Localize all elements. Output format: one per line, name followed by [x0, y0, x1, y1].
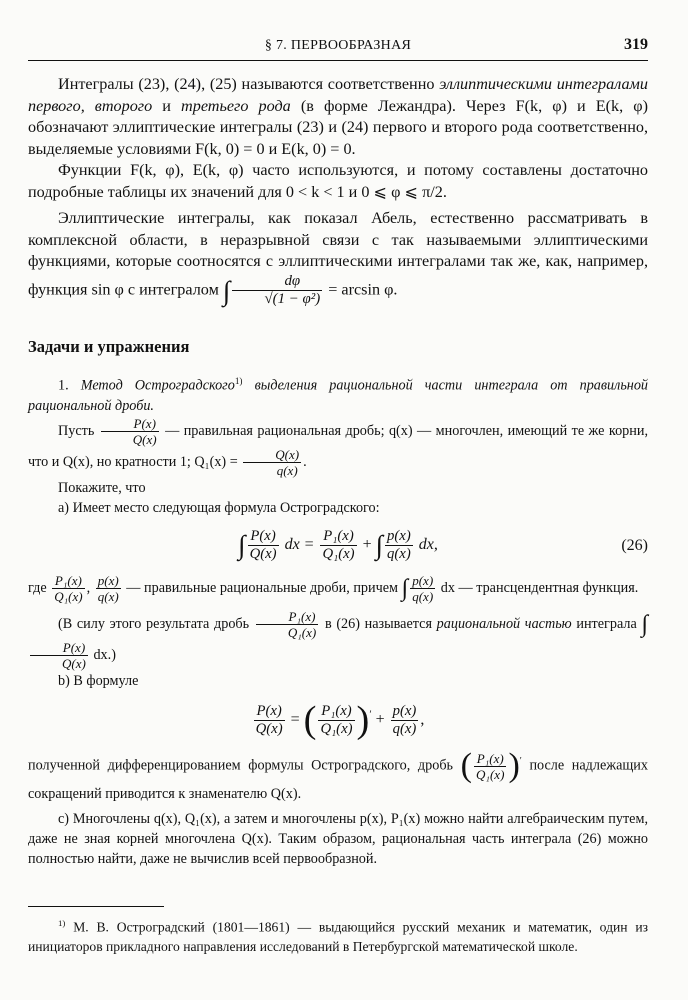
main-text: [28, 74, 648, 869]
part-b-label: b) В формуле: [58, 673, 139, 690]
footnote-mark: 1): [234, 376, 243, 387]
rational-part-note: (В силу этого результата дробь $\frac{\text{P₁(x)}}{\text{Q₁(x)}}$ в (26) называется рациональной частью интеграла ∫ $\frac{P(x)}{Q(x)}$ dx.): [28, 609, 648, 671]
task-1-setup: Пусть $\frac{P(x)}{Q(x)}$ — правильная рациональная дробь; q(x) — многочлен, имеющий те же корни, что и Q(x), но кратности 1; Q₁(x) = $\frac{Q(x)}{q(x)}$ .: [28, 416, 648, 479]
footnote: $^{1)}$ М. В. Остроградский (1801—1861) — выдающийся русский механик и математик, один из инициаторов прикладного направления исследований в Петербургской математической школе.: [28, 918, 649, 954]
show-that: Покажите, что: [58, 480, 146, 497]
fraction-dphi: $\frac{d\varphi}{\text{√(1 − φ²)}}$: [232, 273, 322, 308]
footnote-rule: [28, 906, 164, 907]
paragraph-abel: Эллиптические интегралы, как показал Абель, естественно рассматривать в комплексной области, в неразрывной связи с так называемыми эллиптическими функциями, которые соотносятся с эллиптическими интегралами так же, как, например, функция sin φ с интегралом ∫ $\frac{d\varphi}{\text{√(1 − φ²)}}$ = arcsin φ.: [28, 209, 648, 307]
integral-sign: ∫: [222, 274, 231, 306]
paragraph-tables: Функции F(k, φ), E(k, φ) часто используются, и потому составлены достаточно подробные таблицы их значений для 0 < k < 1 и 0 ⩽ φ ⩽ π/2.: [28, 161, 648, 201]
section-title-header: § 7. ПЕРВООБРАЗНАЯ: [264, 38, 412, 53]
formula-26: ∫ $\frac{P(x)}{Q(x)}$ dx = $\frac{\text{P₁(x)}}{\text{Q₁(x)}}$ + ∫ $\frac{p(x)}{q(x)}$ dx, (26): [238, 528, 648, 562]
part-b-conclusion: полученной дифференцированием формулы Остроградского, дробь ( $\frac{\text{P₁(x)}}{\text{Q₁(x)}}$ )′ после надлежащих сокращений приводится к знаменателю Q(x).: [28, 747, 648, 802]
equation-number-26: (26): [621, 536, 648, 554]
formula-derivative: $\frac{P(x)}{Q(x)}$ = ( $\frac{\text{P₁(x)}}{\text{Q₁(x)}}$ )′ + $\frac{p(x)}{q(x)}$ ,: [255, 699, 425, 742]
task-1: [28, 371, 648, 868]
exercises-heading: Задачи и упражнения: [28, 336, 190, 356]
task-1-title: 1. Метод Остроградского$^{1)}$ выделения рациональной части интеграла от правильной рациональной дроби.: [28, 376, 649, 415]
where-clause: где $\frac{\text{P₁(x)}}{\text{Q₁(x)}}$ , $\frac{p(x)}{q(x)}$ — правильные рациональные дроби, причем ∫ $\frac{p(x)}{q(x)}$ dx — трансцендентная функция.: [28, 572, 639, 604]
part-a-label: a) Имеет место следующая формула Остроградского:: [58, 500, 380, 517]
paragraph-elliptic-definition: Интегралы (23), (24), (25) называются соответственно эллиптическими интегралами первого, второго и третьего рода (в форме Лежандра). Через F(k, φ) и E(k, φ) обозначают эллиптические интегралы (23) и (24) первого и второго рода соответственно, выделяемые условиями F(k, 0) = 0 и E(k, 0) = 0.: [28, 75, 648, 158]
page-number: 319: [624, 36, 648, 53]
running-header: [28, 36, 648, 61]
part-c: c) Многочлены q(x), Q₁(x), а затем и многочлены p(x), P₁(x) можно найти алгебраическим путем, даже не зная корней многочлена Q(x). Таким образом, рациональная часть интеграла (26) можно полностью найти, даже не вычислив всей первообразной.: [28, 810, 648, 867]
